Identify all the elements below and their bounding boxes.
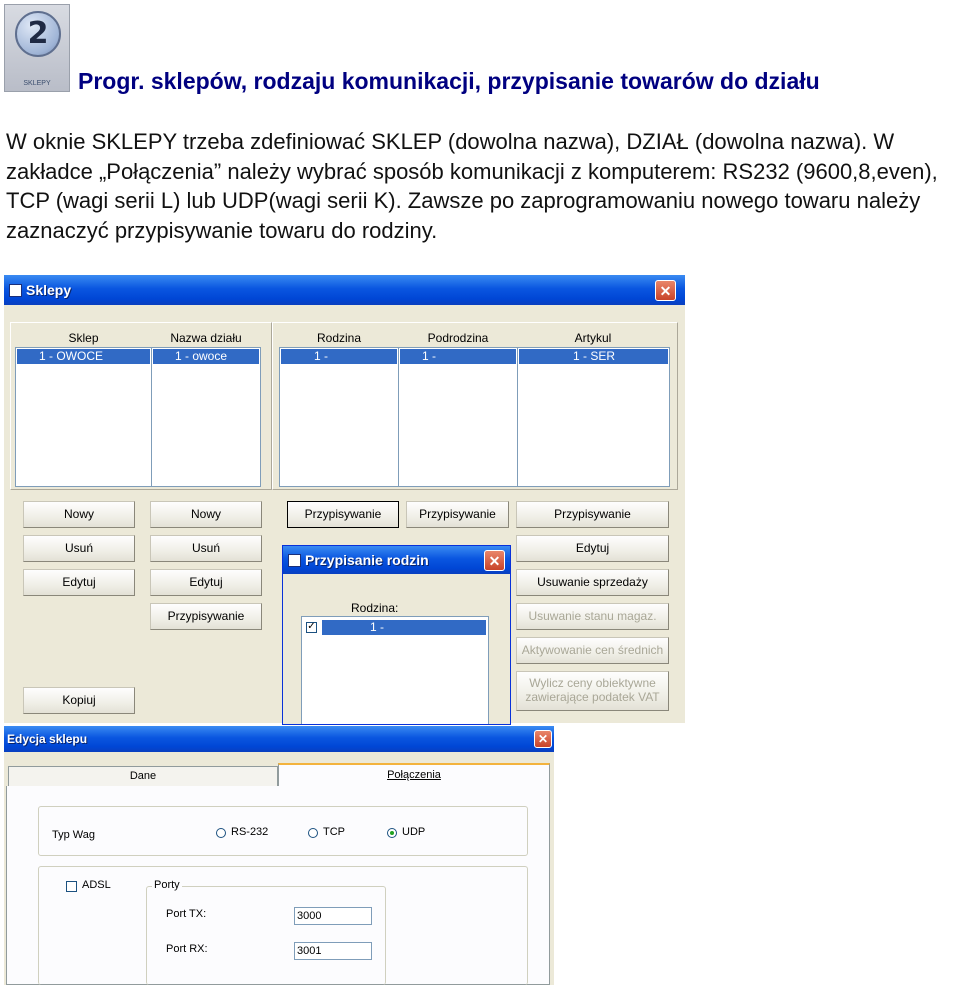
page-title: Progr. sklepów, rodzaju komunikacji, przypisanie towarów do działu [78,68,820,94]
adsl-checkbox[interactable] [66,881,77,892]
radio-tcp[interactable] [308,828,318,838]
edytuj-artykul-button[interactable]: Edytuj [516,535,669,562]
wylicz-line-2: zawierające podatek VAT [525,690,660,704]
port-rx-input[interactable]: 3001 [294,942,372,960]
przypisywanie-dzial-button[interactable]: Przypisywanie [150,603,262,630]
header-rodzina: Rodzina [316,331,362,345]
radio-udp[interactable] [387,828,397,838]
sklep-list[interactable] [15,347,152,487]
przypisywanie-podrodzina-button[interactable]: Przypisywanie [406,501,509,528]
port-tx-label: Port TX: [166,908,207,920]
sklepy-title: Sklepy [26,282,72,298]
wylicz-line-1: Wylicz ceny obiektywne [529,676,656,690]
edytuj-sklep-button[interactable]: Edytuj [23,569,135,596]
porty-group [146,886,386,985]
list-item[interactable]: 1 - [281,349,397,364]
usuwanie-sprzedazy-button[interactable]: Usuwanie sprzedaży [516,569,669,596]
sklepy-logo-icon [4,4,70,92]
usun-sklep-button[interactable]: Usuń [23,535,135,562]
edycja-sklepu-window [4,726,554,985]
port-rx-label: Port RX: [166,943,208,955]
nowy-dzial-button[interactable]: Nowy [150,501,262,528]
tab-polaczenia[interactable]: Połączenia [278,763,550,787]
port-tx-input[interactable]: 3000 [294,907,372,925]
podrodzina-list[interactable] [398,347,518,487]
rodzina-checklist[interactable] [301,616,489,725]
tab-dane[interactable]: Dane [8,766,278,786]
przypisywanie-rodzina-button[interactable]: Przypisywanie [287,501,399,528]
radio-tcp-label: TCP [323,826,345,838]
header-artykul: Artykul [574,331,612,345]
window-icon [9,284,22,297]
kopiuj-button[interactable]: Kopiuj [23,687,135,714]
list-item[interactable]: 1 - [400,349,516,364]
header-podrodzina: Podrodzina [427,331,489,345]
radio-udp-label: UDP [402,826,426,838]
close-icon[interactable]: ✕ [484,550,505,571]
radio-rs232[interactable] [216,828,226,838]
rodzina-list[interactable] [279,347,399,487]
edycja-title: Edycja sklepu [7,732,88,746]
porty-label: Porty [154,879,180,891]
edycja-titlebar [4,726,554,752]
list-item[interactable]: 1 - [322,620,486,635]
przypisanie-rodzin-dialog [282,545,511,725]
usuwanie-stanu-button[interactable]: Usuwanie stanu magaz. [516,603,669,630]
edytuj-dzial-button[interactable]: Edytuj [150,569,262,596]
dialog-titlebar [283,546,510,574]
list-item[interactable]: 1 - OWOCE [17,349,150,364]
header-nazwa-dzialu: Nazwa działu [170,331,242,345]
sklepy-titlebar [4,275,685,305]
usun-dzial-button[interactable]: Usuń [150,535,262,562]
artykul-list[interactable] [517,347,670,487]
dialog-title: Przypisanie rodzin [305,552,429,568]
radio-rs232-label: RS-232 [231,826,269,838]
typ-wag-group [38,806,528,856]
typ-wag-label: Typ Wag [52,829,95,841]
rodzina-checkbox[interactable]: ✓ [307,621,316,632]
dzial-list[interactable] [151,347,261,487]
number-badge: 2 [15,11,61,57]
window-icon [288,554,301,567]
wylicz-ceny-button[interactable] [516,671,669,711]
description-paragraph: W oknie SKLEPY trzeba zdefiniować SKLEP (dowolna nazwa), DZIAŁ (dowolna nazwa). W zakładce „Połączenia” należy wybrać sposób komunikacji z komputerem: RS232 (9600,8,even), TCP (wagi serii L) lub UDP(wagi serii K). Zawsze po zaprogramowaniu nowego towaru należy zaznaczyć przypisywanie towaru do rodziny. [6,129,938,243]
header-sklep: Sklep [68,331,99,345]
przypisywanie-artykul-button[interactable]: Przypisywanie [516,501,669,528]
list-item[interactable]: 1 - owoce [153,349,259,364]
close-icon[interactable]: ✕ [534,730,552,748]
close-icon[interactable]: ✕ [655,280,676,301]
adsl-label: ADSL [82,879,111,891]
list-item[interactable]: 1 - SER [519,349,668,364]
nowy-sklep-button[interactable]: Nowy [23,501,135,528]
rodzina-label: Rodzina: [351,601,399,615]
logo-caption: SKLEPY [23,80,51,87]
aktywowanie-cen-button[interactable]: Aktywowanie cen średnich [516,637,669,664]
